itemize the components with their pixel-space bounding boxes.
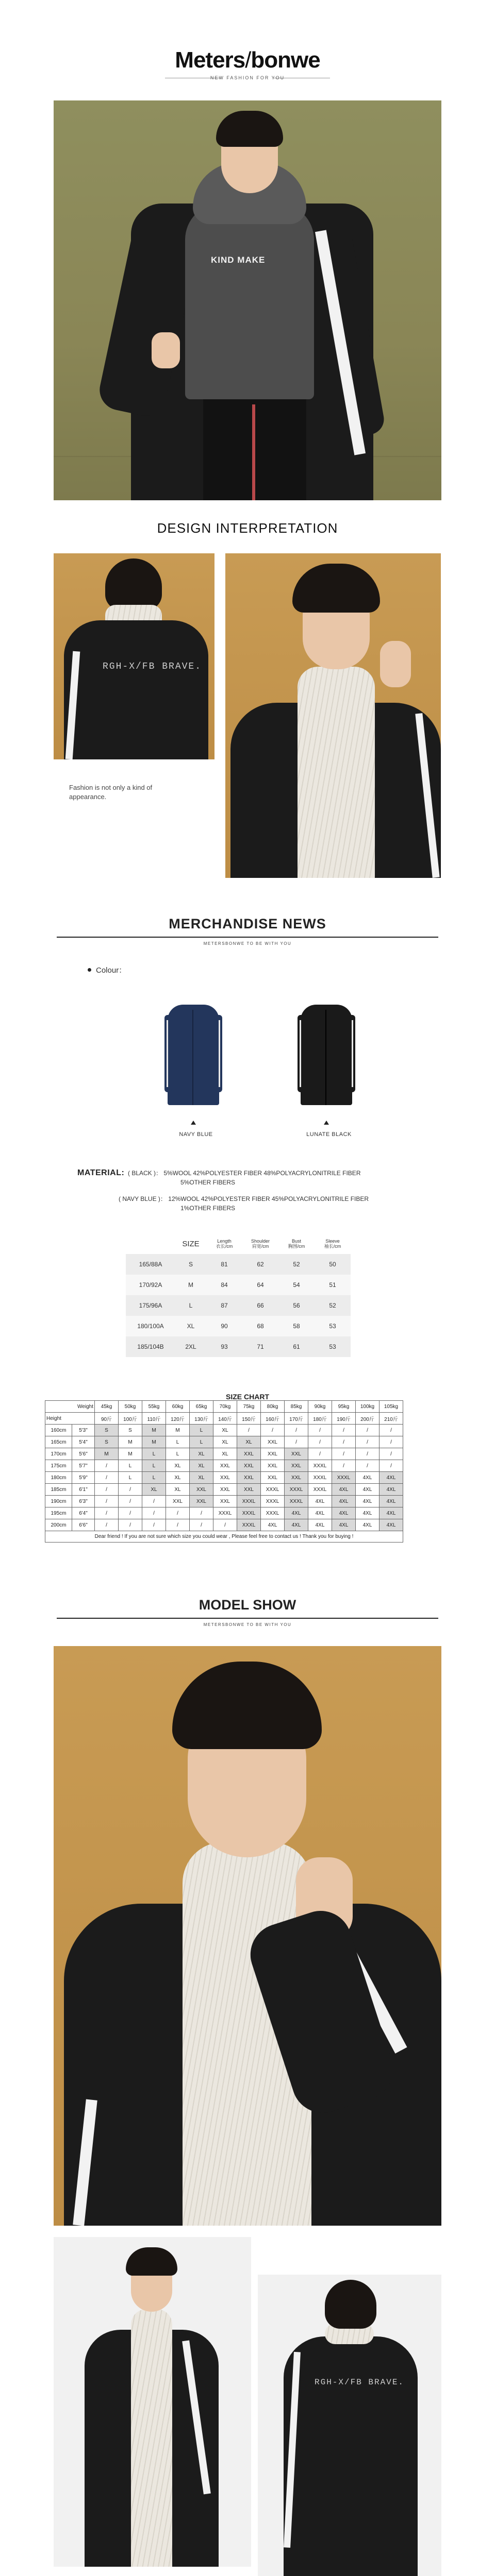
table-row: 185/104B 2XL 93 71 61 53 [126, 1336, 351, 1357]
height-ft: 5'6" [72, 1448, 95, 1460]
size-cell: XXL [190, 1484, 213, 1496]
size-cell: 4XL [332, 1496, 356, 1507]
size-cell: XXL [213, 1472, 237, 1484]
table-row [45, 1507, 403, 1519]
size-cell: / [308, 1425, 332, 1436]
size-cell: XXL [261, 1448, 285, 1460]
size-cell: XXXL [285, 1484, 308, 1496]
size-cell: XL [213, 1448, 237, 1460]
size-cell: 4XL [308, 1496, 332, 1507]
height-ft: 5'9" [72, 1472, 95, 1484]
model-photo-back-full [258, 2275, 441, 2576]
size-cell: XXXL [332, 1472, 356, 1484]
size-cell: 4XL [261, 1519, 285, 1531]
table-row [45, 1436, 403, 1448]
size-cell: XXL [285, 1472, 308, 1484]
brand-logo: Meters/bonwe [175, 47, 320, 73]
size-cell: XL [190, 1472, 213, 1484]
size-cell: XL [213, 1436, 237, 1448]
size-cell: / [380, 1425, 403, 1436]
size-cell: XXL [237, 1472, 261, 1484]
height-ft: 5'7" [72, 1460, 95, 1472]
size-cell: XXL [285, 1460, 308, 1472]
height-ft: 6'6" [72, 1519, 95, 1531]
size-cell: M [119, 1436, 142, 1448]
size-cell: 4XL [332, 1484, 356, 1496]
brand-tagline: NEW FASHION FOR YOU [210, 75, 285, 80]
size-cell: / [142, 1519, 166, 1531]
height-ft: 5'3" [72, 1425, 95, 1436]
height-label: Height [45, 1413, 95, 1425]
size-cell: 4XL [356, 1472, 380, 1484]
table-row: 180/100A XL 90 68 58 53 [126, 1316, 351, 1336]
height-ft: 6'3" [72, 1496, 95, 1507]
size-cell: / [119, 1496, 142, 1507]
size-cell: XL [166, 1472, 190, 1484]
table-row: 170/92A M 84 64 54 51 [126, 1275, 351, 1295]
size-cell: L [190, 1425, 213, 1436]
size-cell: S [119, 1425, 142, 1436]
size-cell: 4XL [308, 1519, 332, 1531]
table-row [45, 1460, 403, 1472]
swatch-lunate-black[interactable] [295, 1005, 357, 1108]
size-cell: XXXL [237, 1507, 261, 1519]
size-cell: / [142, 1496, 166, 1507]
size-cell: XL [190, 1460, 213, 1472]
model-photo-front-full [54, 2237, 251, 2567]
size-cell: XL [142, 1484, 166, 1496]
size-cell: / [166, 1507, 190, 1519]
table-row [45, 1484, 403, 1496]
size-cell: L [142, 1472, 166, 1484]
size-cell: XXL [213, 1496, 237, 1507]
size-cell: XL [213, 1425, 237, 1436]
hoodie-print: KIND MAKE [211, 255, 266, 265]
height-cm: 165cm [45, 1436, 72, 1448]
size-cell: / [308, 1448, 332, 1460]
size-cell: / [308, 1436, 332, 1448]
size-cell: / [380, 1436, 403, 1448]
size-cell: S [95, 1425, 119, 1436]
size-cell: 4XL [285, 1519, 308, 1531]
divider [57, 1618, 438, 1619]
hero-photo [54, 100, 441, 500]
size-cell: / [285, 1425, 308, 1436]
size-cell: / [332, 1425, 356, 1436]
size-cell: L [166, 1436, 190, 1448]
size-cell: 4XL [308, 1507, 332, 1519]
size-cell: XXL [261, 1436, 285, 1448]
size-cell: / [190, 1507, 213, 1519]
bullet-icon [88, 968, 91, 972]
height-cm: 160cm [45, 1425, 72, 1436]
size-cell: XL [166, 1484, 190, 1496]
size-cell: L [119, 1472, 142, 1484]
design-caption: Fashion is not only a kind of appearance. [69, 784, 153, 801]
size-cell: XXL [261, 1460, 285, 1472]
size-cell: 4XL [285, 1507, 308, 1519]
model-photo-main [54, 1646, 441, 2226]
size-cell: 4XL [380, 1507, 403, 1519]
height-ft: 6'1" [72, 1484, 95, 1496]
height-cm: 175cm [45, 1460, 72, 1472]
size-cell: / [285, 1436, 308, 1448]
triangle-up-icon [191, 1121, 196, 1125]
height-cm: 185cm [45, 1484, 72, 1496]
material-heading: MATERIAL: [77, 1168, 125, 1177]
size-table: SIZE Length 衣长/cm Shoulder 肩宽/cm Bust 胸围/cm Sleeve 袖长/cm 165/88A S 81 62 52 50 170/92A M 84 64 54 51 175/96A L 87 66 56 52 180/100A XL 90 68 58 53 185/104B 2XL 93 71 61 53 [126, 1233, 351, 1357]
height-cm: 195cm [45, 1507, 72, 1519]
size-cell: XL [237, 1436, 261, 1448]
section-title-model-show: MODEL SHOW [199, 1597, 296, 1613]
size-table-header: Sleeve [325, 1239, 340, 1244]
size-cell: XXXL [237, 1496, 261, 1507]
material-navy: ( NAVY BLUE )： 12%WOOL 42%POLYESTER FIBER 45%POLYACRYLONITRILE FIBER 1%OTHER FIBERS [119, 1195, 369, 1212]
size-cell: / [190, 1519, 213, 1531]
size-cell: XXXL [213, 1507, 237, 1519]
size-cell: / [119, 1519, 142, 1531]
size-cell: / [380, 1460, 403, 1472]
table-row: 165/88A S 81 62 52 50 [126, 1254, 351, 1275]
model-show-subtitle: METERSBONWE TO BE WITH YOU [203, 1622, 292, 1627]
height-cm: 170cm [45, 1448, 72, 1460]
height-ft: 6'4" [72, 1507, 95, 1519]
size-cell: 4XL [356, 1496, 380, 1507]
size-table-header: Shoulder [251, 1239, 270, 1244]
size-cell: / [166, 1519, 190, 1531]
table-row [45, 1519, 403, 1531]
size-cell: XXXL [237, 1519, 261, 1531]
size-cell: 4XL [380, 1472, 403, 1484]
size-cell: XXXL [261, 1496, 285, 1507]
size-cell: 4XL [332, 1507, 356, 1519]
divider [57, 937, 438, 938]
section-title-merch: MERCHANDISE NEWS [169, 916, 326, 931]
merch-subtitle: METERSBONWE TO BE WITH YOU [203, 941, 292, 946]
size-cell: 4XL [380, 1484, 403, 1496]
back-print-text: RGH-X/FB BRAVE. [315, 2378, 405, 2387]
size-cell: / [356, 1425, 380, 1436]
size-cell: / [332, 1460, 356, 1472]
size-cell: L [119, 1460, 142, 1472]
size-cell: / [356, 1436, 380, 1448]
table-row: 175/96A L 87 66 56 52 [126, 1295, 351, 1316]
size-cell: XXXL [308, 1460, 332, 1472]
size-cell: / [356, 1448, 380, 1460]
size-cell: XXL [237, 1460, 261, 1472]
size-cell: / [332, 1436, 356, 1448]
size-chart-note: Dear friend ! If you are not sure which size you could wear , Please feel free to contact us ! Thank you for buying ! [45, 1531, 403, 1543]
height-cm: 180cm [45, 1472, 72, 1484]
height-cm: 190cm [45, 1496, 72, 1507]
size-cell: / [95, 1507, 119, 1519]
size-cell: 4XL [380, 1496, 403, 1507]
size-table-header: SIZE [175, 1233, 206, 1254]
size-cell: 4XL [356, 1519, 380, 1531]
swatch-label: NAVY BLUE [179, 1131, 213, 1138]
size-cell: / [95, 1484, 119, 1496]
size-cell: / [142, 1507, 166, 1519]
size-cell: / [380, 1448, 403, 1460]
size-cell: M [95, 1448, 119, 1460]
size-cell: S [95, 1436, 119, 1448]
size-cell: XXL [213, 1460, 237, 1472]
detail-photo-front [225, 553, 441, 878]
size-cell: XXL [166, 1496, 190, 1507]
size-cell: L [166, 1448, 190, 1460]
size-cell: XXXL [261, 1484, 285, 1496]
size-cell: / [332, 1448, 356, 1460]
size-cell: / [356, 1460, 380, 1472]
colour-label: Colour： [96, 966, 127, 975]
size-chart-title: SIZE CHART [226, 1393, 269, 1401]
swatch-navy-blue[interactable] [162, 1005, 224, 1108]
size-cell: XXL [190, 1496, 213, 1507]
size-cell: L [190, 1436, 213, 1448]
size-cell: M [142, 1425, 166, 1436]
size-cell: / [95, 1472, 119, 1484]
size-cell: M [119, 1448, 142, 1460]
size-cell: / [261, 1425, 285, 1436]
size-table-header: Bust [291, 1239, 301, 1244]
size-cell: XXXL [261, 1507, 285, 1519]
size-cell: / [95, 1496, 119, 1507]
size-cell: / [213, 1519, 237, 1531]
size-cell: / [237, 1425, 261, 1436]
detail-photo-back [54, 553, 214, 759]
size-cell: L [142, 1460, 166, 1472]
size-cell: XL [190, 1448, 213, 1460]
height-ft: 5'4" [72, 1436, 95, 1448]
height-cm: 200cm [45, 1519, 72, 1531]
size-cell: 4XL [380, 1519, 403, 1531]
size-cell: L [142, 1448, 166, 1460]
size-cell: XXXL [308, 1484, 332, 1496]
size-cell: XXL [261, 1472, 285, 1484]
table-row [45, 1425, 403, 1436]
size-cell: XXL [237, 1484, 261, 1496]
size-cell: XXL [213, 1484, 237, 1496]
size-cell: XXL [285, 1448, 308, 1460]
size-table-header: Length [217, 1239, 232, 1244]
size-cell: 4XL [356, 1507, 380, 1519]
material-black: ( BLACK )： 5%WOOL 42%POLYESTER FIBER 48%POLYACRYLONITRILE FIBER 5%OTHER FIBERS [128, 1170, 361, 1186]
size-cell: / [119, 1484, 142, 1496]
size-cell: / [95, 1519, 119, 1531]
size-cell: / [95, 1460, 119, 1472]
size-cell: / [119, 1507, 142, 1519]
section-title-design: DESIGN INTERPRETATION [157, 520, 338, 536]
table-row [45, 1448, 403, 1460]
swatch-label: LUNATE BLACK [306, 1131, 352, 1138]
size-cell: XL [166, 1460, 190, 1472]
table-row [45, 1496, 403, 1507]
size-cell: XXXL [285, 1496, 308, 1507]
size-chart-table: Weight 45kg 50kg 55kg 60kg 65kg 70kg 75kg 80kg 85kg 90kg 95kg 100kg 105kg Height 90斤 100斤 110斤 120斤 130斤 140斤 150斤 160斤 170斤 180斤 190斤 200斤 210斤 160cm 5'3" S S M M L XL / / / / / / / 165cm 5'4" S M M L L XL XL XXL / / / / / 170cm 5'6" M M L L XL XL XXL XXL XXL / / / / 175cm 5'7" / L L XL XL XXL XXL XXL XXL XXXL / / / 180cm 5'9" / L L XL XL XXL XXL XXL XXL XXXL XXXL 4XL 4XL 185cm 6'1" / / XL XL XXL XXL XXL XXXL XXXL XXXL 4XL 4XL 4XL 190cm 6'3" / / / XXL XXL XXL XXXL XXXL XXXL 4XL 4XL 4XL 4XL 195cm 6'4" / / / / / XXXL XXXL XXXL 4XL 4XL 4XL 4XL 4XL 200cm 6'6" / / / / / / XXXL 4XL 4XL 4XL 4XL 4XL 4XL Dear friend ! If you are not sure which size you could wear , Please feel free to contact us ! Thank you for buying ! [45, 1400, 403, 1543]
size-cell: 4XL [356, 1484, 380, 1496]
size-cell: M [142, 1436, 166, 1448]
triangle-up-icon [324, 1121, 329, 1125]
weight-label: Weight [45, 1401, 95, 1413]
size-cell: 4XL [332, 1519, 356, 1531]
size-cell: XXXL [308, 1472, 332, 1484]
back-print-text: RGH-X/FB BRAVE. [103, 662, 202, 672]
table-row [45, 1472, 403, 1484]
size-cell: M [166, 1425, 190, 1436]
size-cell: XXL [237, 1448, 261, 1460]
